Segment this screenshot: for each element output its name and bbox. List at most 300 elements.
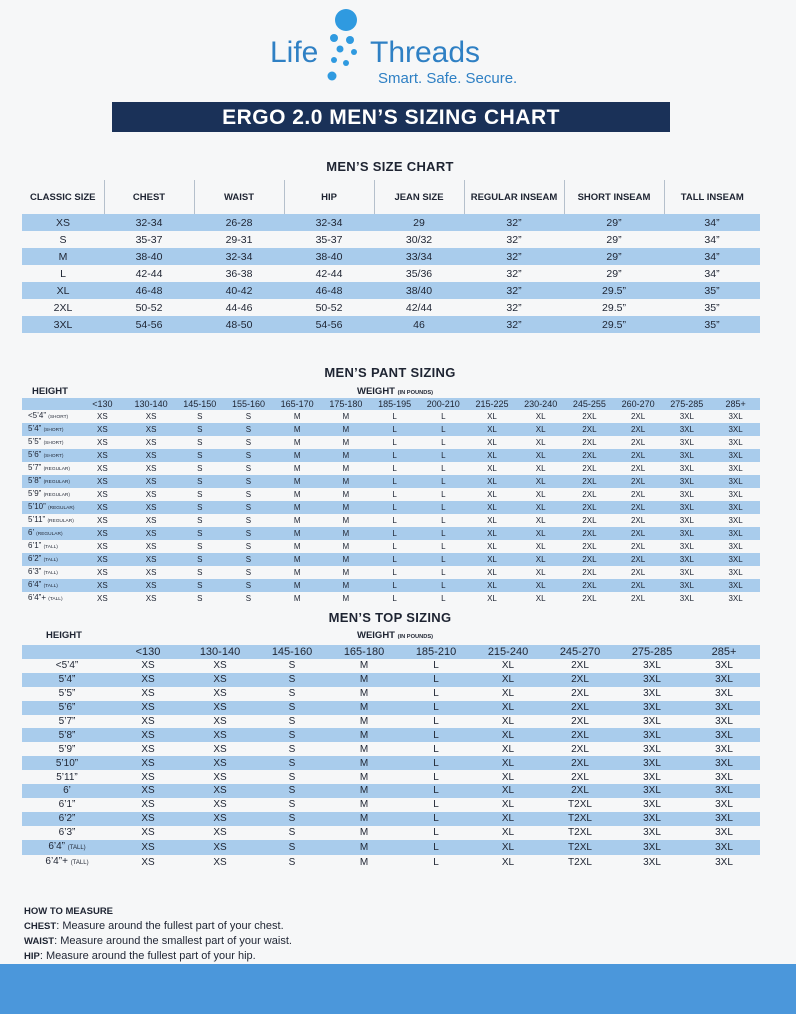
size-cell: 2XL	[571, 716, 589, 727]
size-cell: M	[322, 579, 371, 592]
table-row	[22, 436, 760, 449]
size-cell: XL	[487, 516, 497, 525]
size-cell: M	[328, 840, 400, 855]
size-cell: 2XL	[614, 423, 663, 436]
size-cell: XS	[78, 449, 127, 462]
size-cell: 2XL	[544, 756, 616, 770]
size-cell: XL	[487, 464, 497, 473]
size-cell: 2XL	[630, 568, 646, 577]
table-cell: 34”	[664, 214, 760, 231]
size-cell: 3XL	[711, 501, 760, 514]
size-cell: L	[400, 840, 472, 855]
size-cell: XL	[516, 423, 565, 436]
size-cell: L	[441, 438, 446, 447]
size-cell: M	[328, 784, 400, 798]
table-cell: 36-38	[225, 267, 253, 280]
height-cell	[22, 540, 78, 553]
height-value: 5’9”	[58, 743, 76, 755]
size-cell: M	[342, 412, 350, 421]
size-cell: XS	[97, 412, 108, 421]
size-cell: XL	[516, 553, 565, 566]
size-cell: 3XL	[688, 728, 760, 742]
size-cell: S	[197, 490, 203, 499]
size-cell: XS	[97, 490, 108, 499]
size-cell: 2XL	[571, 743, 589, 755]
size-cell: 3XL	[643, 799, 661, 811]
size-cell: M	[322, 501, 371, 514]
size-cell: 2XL	[582, 594, 597, 603]
height-cell	[22, 687, 112, 701]
size-cell: 3XL	[711, 449, 760, 462]
height-value: 5’10”	[55, 757, 79, 769]
size-cell: 3XL	[728, 438, 743, 447]
size-cell: 3XL	[711, 423, 760, 436]
size-cell: 3XL	[715, 856, 733, 868]
size-cell: 2XL	[582, 464, 597, 473]
top_sizing-weight-col-header: 165-180	[328, 645, 400, 659]
table-row	[22, 214, 760, 231]
size-cell: 3XL	[688, 812, 760, 826]
size-cell: XS	[184, 840, 256, 855]
size-cell: XS	[141, 660, 155, 672]
size-col-header: WAIST	[194, 180, 284, 214]
size-chart-title: MEN’S SIZE CHART	[326, 159, 454, 174]
table-row	[22, 540, 760, 553]
size-cell: 2XL	[544, 701, 616, 715]
size-cell: L	[441, 464, 446, 473]
size-cell: XL	[487, 490, 497, 499]
table-cell: 32”	[506, 233, 522, 246]
size-cell: 2XL	[614, 553, 663, 566]
size-cell: 2XL	[630, 516, 646, 525]
size-cell: S	[256, 812, 328, 826]
size-cell: L	[433, 827, 439, 839]
size-cell: L	[419, 423, 468, 436]
size-cell: 3XL	[715, 688, 733, 700]
table-cell: 32”	[464, 316, 564, 333]
pant_sizing-weight-col-header: 155-160	[224, 398, 273, 410]
height-cell	[22, 784, 112, 798]
pant_sizing-weight-col-header: 285+	[711, 398, 760, 410]
table-row	[22, 410, 760, 423]
size-cell: M	[359, 856, 369, 868]
logo-text-life: Life	[270, 36, 319, 69]
size-cell: XS	[78, 501, 127, 514]
pant_sizing-weight-col-header: 175-180	[322, 398, 371, 410]
height-value: 6’3”	[58, 827, 76, 839]
size-cell: M	[342, 594, 350, 603]
table-cell: 42-44	[315, 267, 343, 280]
top-weight-label: WEIGHT (IN POUNDS)	[356, 630, 434, 641]
size-cell: XS	[145, 412, 157, 421]
size-cell: XS	[184, 701, 256, 715]
size-cell: 2XL	[565, 449, 614, 462]
logo-tagline: Smart. Safe. Secure.	[378, 70, 518, 87]
size-cell: XS	[78, 527, 127, 540]
size-cell: S	[288, 688, 296, 700]
height-note: (SHORT)	[43, 454, 64, 459]
size-cell: M	[322, 553, 371, 566]
size-cell: XL	[472, 728, 544, 742]
size-cell: S	[245, 438, 252, 447]
pant_sizing-weight-col-header: 260-270	[614, 398, 663, 410]
size-cell: XL	[516, 501, 565, 514]
size-cell: S	[288, 827, 296, 839]
size-cell: L	[400, 673, 472, 687]
table-row	[22, 742, 760, 756]
height-value: <5’4”	[28, 411, 47, 420]
size-cell: S	[175, 527, 224, 540]
size-cell: 3XL	[616, 840, 688, 855]
size-cell: XL	[501, 799, 515, 811]
size-cell: XS	[145, 464, 157, 473]
size-cell: L	[419, 475, 468, 488]
height-note: (REGULAR)	[43, 467, 70, 472]
size-cell: XS	[127, 423, 176, 436]
size-cell: S	[245, 568, 252, 577]
table-cell: L	[60, 267, 66, 280]
size-cell: M	[293, 594, 301, 603]
size-cell: 3XL	[643, 716, 661, 727]
size-cell: 3XL	[679, 542, 694, 551]
size-cell: XL	[468, 501, 517, 514]
height-cell	[22, 475, 78, 488]
size-cell: 2XL	[614, 527, 663, 540]
top-sizing-table	[22, 645, 760, 870]
table-cell: 38-40	[284, 248, 374, 265]
size-cell: 3XL	[679, 594, 694, 603]
table-row	[22, 553, 760, 566]
table-cell: 34”	[664, 248, 760, 265]
size-cell: M	[273, 449, 322, 462]
top-sizing-title: MEN’S TOP SIZING	[328, 610, 452, 625]
size-cell: 2XL	[614, 579, 663, 592]
size-cell: S	[245, 516, 252, 525]
size-cell: T2XL	[568, 799, 592, 811]
height-cell	[22, 436, 78, 449]
size-cell: XS	[213, 827, 227, 839]
table-cell: 54-56	[104, 316, 194, 333]
table-cell: 29”	[606, 233, 622, 246]
table-row	[22, 566, 760, 579]
size-cell: L	[433, 856, 439, 868]
height-note: (TALL)	[70, 859, 89, 866]
table-row	[22, 514, 760, 527]
table-cell: XS	[22, 214, 104, 231]
size-cell: S	[197, 438, 203, 447]
size-cell: L	[370, 449, 419, 462]
size-cell: 3XL	[715, 716, 733, 727]
size-cell: M	[342, 542, 350, 551]
size-cell: M	[328, 728, 400, 742]
size-cell: XS	[97, 542, 108, 551]
size-cell: M	[359, 799, 369, 811]
size-cell: 2XL	[630, 438, 646, 447]
size-cell: 3XL	[616, 784, 688, 798]
height-note: (TALL)	[67, 844, 86, 851]
table-row	[22, 501, 760, 514]
size-cell: 3XL	[711, 553, 760, 566]
table-row	[22, 449, 760, 462]
size-cell: 3XL	[643, 856, 661, 868]
size-col-header: HIP	[284, 180, 374, 214]
table-cell: 33/34	[374, 248, 464, 265]
pant_sizing-weight-col-header: 185-195	[370, 398, 419, 410]
height-note: (TALL)	[43, 558, 58, 563]
size-cell: XL	[472, 784, 544, 798]
size-cell: XS	[184, 784, 256, 798]
height-value: 5’8”	[58, 729, 76, 741]
size-cell: 3XL	[616, 728, 688, 742]
size-cell: XS	[184, 673, 256, 687]
height-value: 6’1”	[28, 541, 42, 550]
size-cell: M	[322, 423, 371, 436]
size-cell: M	[293, 438, 301, 447]
size-cell: M	[328, 701, 400, 715]
size-cell: S	[288, 799, 296, 811]
height-value: 5’11”	[28, 515, 46, 524]
size-cell: M	[342, 490, 350, 499]
size-cell: L	[370, 501, 419, 514]
size-cell: XS	[127, 501, 176, 514]
size-cell: M	[359, 716, 369, 727]
size-cell: XS	[141, 716, 155, 727]
size-cell: 2XL	[614, 501, 663, 514]
table-cell: 32”	[506, 267, 522, 280]
size-cell: 2XL	[571, 771, 589, 783]
height-note: (SHORT)	[48, 415, 69, 420]
size-cell: S	[224, 423, 273, 436]
table-cell: 29.5”	[564, 282, 664, 299]
pant_sizing-weight-col-header: 215-225	[468, 398, 517, 410]
size-cell: 2XL	[571, 660, 589, 672]
height-note: (TALL)	[43, 571, 58, 576]
size-cell: L	[392, 568, 397, 577]
size-cell: XL	[472, 840, 544, 855]
size-cell: M	[322, 475, 371, 488]
size-cell: M	[293, 412, 301, 421]
size-cell: XS	[141, 856, 155, 868]
size-cell: 2XL	[565, 501, 614, 514]
size-cell: S	[224, 475, 273, 488]
table-cell: 50-52	[135, 301, 163, 314]
size-cell: XL	[468, 423, 517, 436]
size-cell: XL	[535, 490, 546, 499]
table-cell: 46-48	[104, 282, 194, 299]
size-cell: XL	[487, 438, 497, 447]
size-cell: S	[256, 673, 328, 687]
size-cell: 2XL	[614, 449, 663, 462]
height-note: (REGULAR)	[48, 506, 75, 511]
size-cell: XS	[78, 579, 127, 592]
size-cell: 2XL	[630, 412, 646, 421]
size-cell: XL	[468, 475, 517, 488]
height-cell	[22, 410, 78, 423]
size-cell: S	[288, 771, 296, 783]
size-cell: M	[273, 553, 322, 566]
height-value: 6’4”+	[45, 855, 68, 867]
size-cell: XL	[487, 568, 497, 577]
size-cell: XL	[516, 579, 565, 592]
size-cell: L	[441, 490, 446, 499]
size-cell: XS	[213, 771, 227, 783]
table-row	[22, 462, 760, 475]
table-cell: 26-28	[194, 214, 284, 231]
size-cell: M	[293, 568, 301, 577]
how-to-measure-heading: HOW TO MEASURE	[24, 906, 114, 917]
size-cell: XS	[141, 799, 155, 811]
size-cell: XS	[213, 660, 227, 672]
size-cell: 3XL	[616, 812, 688, 826]
size-cell: S	[288, 716, 296, 727]
table-row	[22, 770, 760, 784]
size-col-header: SHORT INSEAM	[564, 180, 664, 214]
size-cell: 2XL	[544, 673, 616, 687]
size-cell: XS	[97, 516, 108, 525]
size-cell: L	[392, 412, 397, 421]
size-cell: 3XL	[728, 516, 743, 525]
table-cell: 40-42	[194, 282, 284, 299]
size-cell: XS	[112, 756, 184, 770]
table-row	[22, 592, 760, 605]
size-cell: XL	[535, 568, 546, 577]
size-cell: M	[359, 688, 369, 700]
size-cell: L	[419, 527, 468, 540]
size-cell: 3XL	[679, 464, 694, 473]
height-value: 5’9”	[28, 489, 42, 498]
table-cell: 32”	[464, 248, 564, 265]
size-cell: XS	[127, 475, 176, 488]
size-cell: M	[293, 464, 301, 473]
size-cell: S	[197, 464, 203, 473]
size-cell: XS	[127, 527, 176, 540]
size-cell: XS	[112, 840, 184, 855]
size-cell: S	[175, 579, 224, 592]
table-cell: 29-31	[225, 233, 253, 246]
table-cell: 29”	[606, 267, 622, 280]
size-cell: S	[224, 449, 273, 462]
size-cell: S	[245, 542, 252, 551]
size-cell: XS	[97, 438, 108, 447]
height-cell	[22, 728, 112, 742]
height-value: 5’5”	[58, 688, 76, 700]
size-cell: 3XL	[679, 438, 694, 447]
size-cell: 3XL	[715, 799, 733, 811]
size-cell: XL	[535, 594, 546, 603]
size-cell: L	[400, 701, 472, 715]
size-cell: XS	[145, 542, 157, 551]
measure-chest: CHEST: Measure around the fullest part of your chest.	[24, 920, 284, 932]
size-cell: XS	[97, 594, 108, 603]
size-cell: XS	[141, 771, 155, 783]
size-cell: XL	[468, 553, 517, 566]
height-value: 5’7”	[58, 716, 76, 727]
size-cell: XL	[535, 516, 546, 525]
page-title: ERGO 2.0 MEN’S SIZING CHART	[112, 102, 670, 132]
size-cell: 2XL	[565, 475, 614, 488]
pant_sizing-weight-col-header: 275-285	[662, 398, 711, 410]
size-cell: XS	[145, 490, 157, 499]
table-cell: 35-37	[135, 233, 163, 246]
size-cell: 3XL	[679, 412, 694, 421]
size-cell: S	[197, 516, 203, 525]
size-cell: 2XL	[614, 475, 663, 488]
size-cell: L	[419, 501, 468, 514]
size-col-header: CLASSIC SIZE	[22, 180, 104, 214]
size-cell: L	[433, 743, 439, 755]
table-cell: 54-56	[284, 316, 374, 333]
size-cell: S	[175, 423, 224, 436]
size-cell: XL	[472, 812, 544, 826]
table-cell: S	[59, 233, 67, 246]
top_sizing-weight-col-header: 185-210	[400, 645, 472, 659]
size-cell: XS	[141, 827, 155, 839]
size-cell: L	[400, 784, 472, 798]
size-cell: 3XL	[643, 688, 661, 700]
size-cell: XL	[516, 527, 565, 540]
table-cell: 34”	[704, 233, 720, 246]
table-row	[22, 673, 760, 687]
table-row	[22, 855, 760, 870]
table-cell: 32-34	[284, 214, 374, 231]
height-value: 6’2”	[28, 554, 42, 563]
pant_sizing-weight-col-header: 145-150	[175, 398, 224, 410]
size-cell: 3XL	[616, 756, 688, 770]
size-cell: T2XL	[568, 827, 592, 839]
table-cell: 32”	[464, 282, 564, 299]
height-value: 6’4”+	[28, 593, 47, 602]
pant_sizing-weight-col-header: 230-240	[516, 398, 565, 410]
table-cell: 2XL	[53, 301, 73, 314]
size-cell: M	[273, 579, 322, 592]
pant_sizing-weight-col-header: 245-255	[565, 398, 614, 410]
size-cell: XL	[501, 771, 515, 783]
size-cell: L	[433, 771, 439, 783]
size-cell: L	[392, 438, 397, 447]
height-value: 6’4”	[48, 840, 65, 852]
size-cell: 3XL	[679, 568, 694, 577]
size-cell: S	[245, 464, 252, 473]
size-cell: 3XL	[728, 568, 743, 577]
table-row	[22, 423, 760, 436]
height-value: 5’5”	[28, 437, 42, 446]
size-cell: S	[197, 594, 203, 603]
size-cell: XS	[213, 743, 227, 755]
size-cell: T2XL	[568, 856, 592, 868]
size-cell: S	[224, 553, 273, 566]
table-cell: 35/36	[405, 267, 433, 280]
table-cell: 35”	[664, 282, 760, 299]
how-to-measure	[24, 905, 292, 964]
size-cell: S	[245, 490, 252, 499]
height-note: (REGULAR)	[36, 532, 63, 537]
height-note: (REGULAR)	[43, 493, 70, 498]
size-cell: XL	[516, 449, 565, 462]
table-row	[22, 812, 760, 826]
size-cell: 3XL	[688, 673, 760, 687]
table-cell: 46	[374, 316, 464, 333]
size-cell: 2XL	[565, 579, 614, 592]
size-cell: M	[293, 490, 301, 499]
table-row	[22, 826, 760, 840]
size-cell: M	[359, 660, 369, 672]
height-cell	[22, 826, 112, 840]
size-cell: L	[441, 542, 446, 551]
size-cell: 3XL	[715, 827, 733, 839]
size-cell: 3XL	[688, 784, 760, 798]
size-col-header: CHEST	[104, 180, 194, 214]
size-cell: XS	[145, 568, 157, 577]
